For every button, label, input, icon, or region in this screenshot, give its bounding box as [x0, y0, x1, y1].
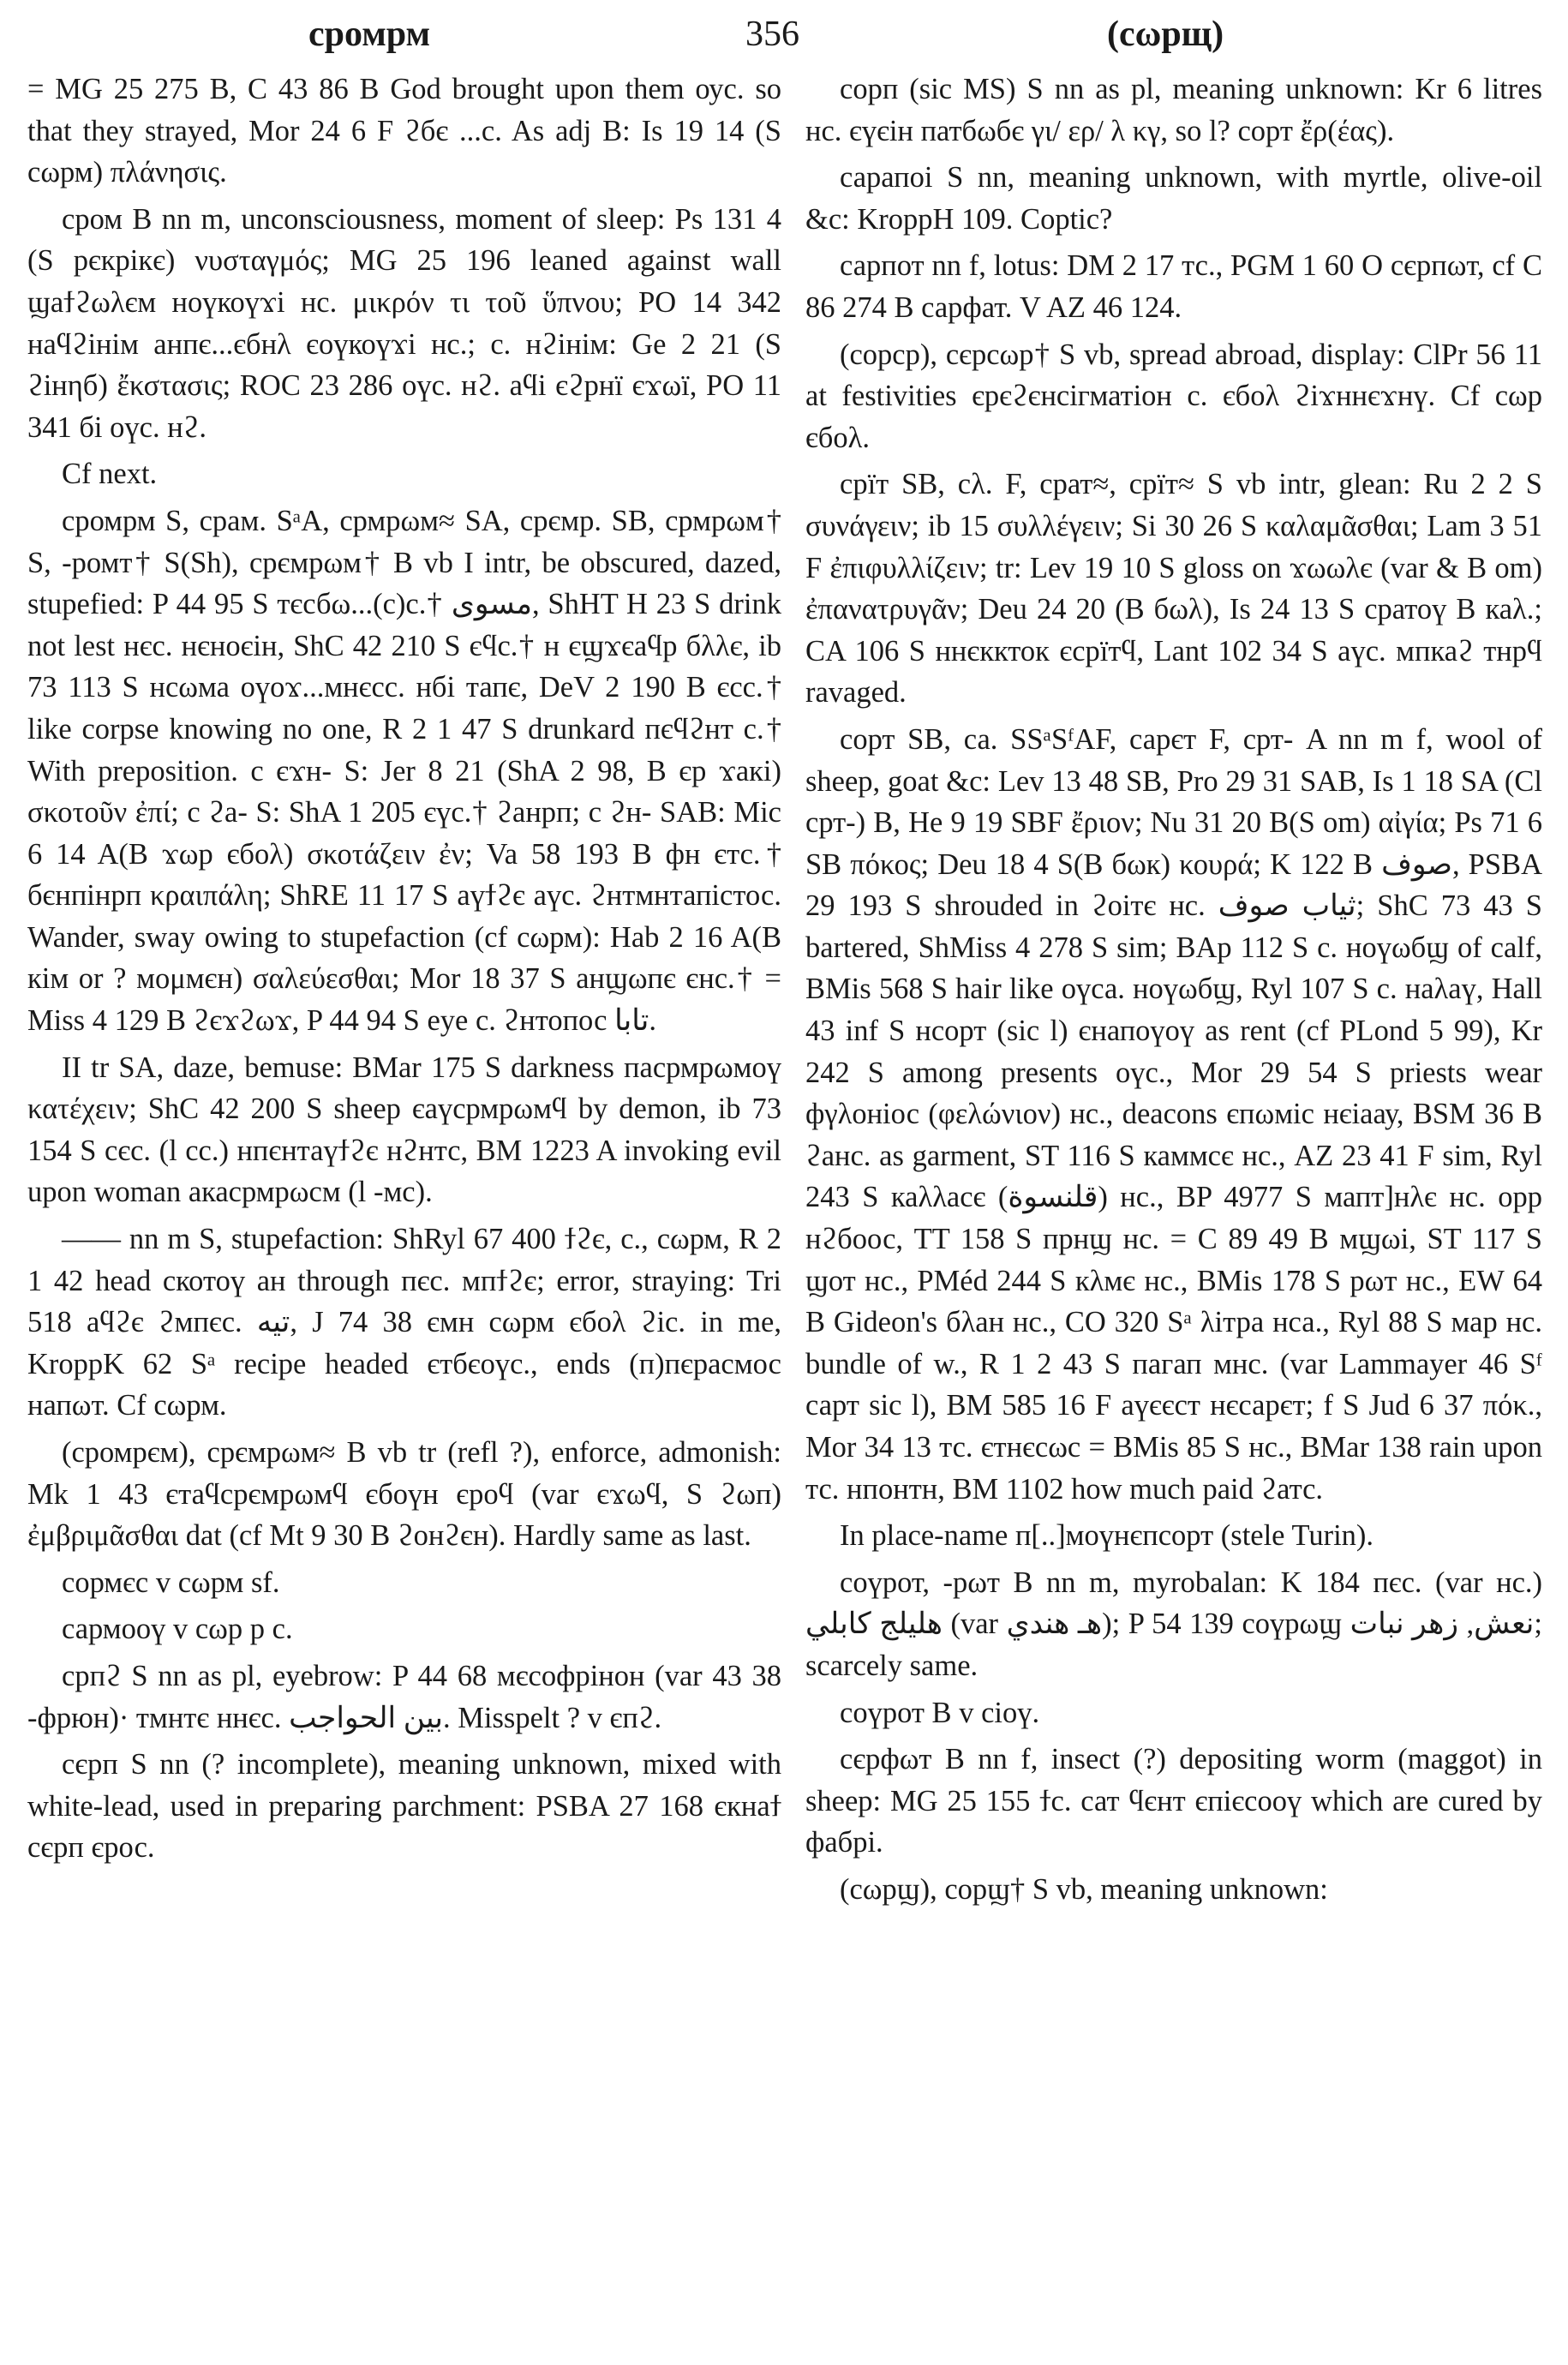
entry-text: сарапоі S nn, meaning unknown, with myrtle, olive-oil &c: KroppH 109. Coptic?	[805, 161, 1542, 236]
entry-text: (сромрєм), срємрωм≈ B vb tr (refl ?), enforce, admonish: Mk 1 43 єтаϥсрємрωмϥ єбоүн єроϥ (var єϫωϥ, S ϩωп) ἐμβριμᾶσθαι dat (cf Mt 9 30 B ϩонϩєн). Hardly same as last.	[27, 1436, 781, 1553]
entry-text: сорп (sic MS) S nn as pl, meaning unknown: Kr 6 litres нс. єүєін патбωбє γι/ ερ/ λ κγ, so l? сорт ἔρ(έας).	[805, 73, 1542, 147]
running-head	[0, 7, 1568, 67]
running-head-left: сромрм	[308, 15, 431, 54]
left-column	[27, 69, 781, 1874]
entry	[805, 1515, 1542, 1557]
entry	[805, 245, 1542, 328]
entry	[805, 157, 1542, 240]
entry-text: соүрот, -рωт B nn m, myrobalan: K 184 пєс. (var нс.) هليلج كابلي (var هـ هندي); P 54 139 соүрωϣ نعش, زهر نبات; scarcely same.	[805, 1566, 1543, 1682]
entry	[805, 1692, 1542, 1734]
entry	[805, 334, 1542, 459]
entry	[805, 719, 1542, 1510]
entry-text: —— nn m S, stupefaction: ShRyl 67 400 ϯϩє, c., сωрм, R 2 1 42 head скотоү ан through пєс. мпϯϩє; error, straying: Tri 518 аϥϩє ϩмпєс. تيه, J 74 38 ємн сωрм єбоλ ϩіс. in me, KroppK 62 Sᵃ recipe headed єтбєоүс., ends (п)пєрасмос напωт. Cf сωрм.	[27, 1223, 781, 1422]
entry	[27, 1562, 781, 1604]
entry-text: (сωрϣ), сорϣ† S vb, meaning unknown:	[840, 1872, 1328, 1906]
entry	[27, 1608, 781, 1650]
entry	[805, 1562, 1542, 1687]
entry-text: сєрфωт B nn f, insect (?) depositing worm (maggot) in sheep: MG 25 155 ϯс. сат ϥєнт єпієсооү which are cured by фабрі.	[805, 1743, 1542, 1859]
entry	[27, 1047, 781, 1213]
entry-text: сармооү v сωр p c.	[62, 1613, 293, 1646]
entry-text: српϩ S nn as pl, eyebrow: P 44 68 мєсофрінон (var 43 38 -фрюн)· тмнтє ннєс. بين الحواجب. Misspelt ? v єпϩ.	[27, 1659, 781, 1734]
entry	[27, 199, 781, 449]
entry	[27, 500, 781, 1042]
page-number: 356	[745, 15, 799, 54]
entry-text: сорт SB, са. SSᵃSᶠAF, сарєт F, срт- A nn m f, wool of sheep, goat &c: Lev 13 48 SB, Pro 29 31 SAB, Is 1 18 SA (Cl срт-) B, He 9 19 SBF ἔριον; Nu 31 20 B(S om) αἰγία; Ps 71 6 SB πόκος; Deu 18 4 S(B бωк) κουρά; K 122 B صوف, PSBA 29 193 S shrouded in ϩоітє нс. ثياب صوف; ShC 73 43 S bartered, ShMiss 4 278 S sim; BAp 112 S c. ноүωбϣ of calf, BMis 568 S hair like оүса. ноүωбϣ, Ryl 107 S c. наλаү, Hall 43 inf S нсорт (sic l) єнапоүоү as rent (cf PLond 5 99), Kr 242 S among presents оүс., Mor 29 54 S priests wear фγλоніос (φελώνιον) нс., deacons єпωміс нєіаау, BSM 36 B ϩанс. as garment, ST 116 S каммсє нс., AZ 23 41 F sim, Ryl 243 S каλλасє (قلنسوة) нс., BP 4977 S мапт]нλє нс. opp нϩбоос, TT 158 S прнϣ нс. = C 89 49 B мϣωі, ST 117 S ϣот нс., PMéd 244 S кλмє нс., BMis 178 S рωт нс., EW 64 B Gideon's бλан нс., CO 320 Sᵃ λітра нса., Ryl 88 S мар нс. bundle of w., R 1 2 43 S пагап мнс. (var Lammayer 46 Sᶠ сарт sic l), BM 585 16 F аүєєст нєсарєт; f S Jud 6 37 πόκ., Mor 34 13 тс. єтнєсωс = BMis 85 S нс., BMar 138 rain upon тс. нпонтн, BM 1102 how much paid ϩатс.	[805, 722, 1542, 1506]
entry-text: сормєс v сωрм sf.	[62, 1566, 280, 1599]
entry-text: срїт SB, сλ. F, срат≈, срїт≈ S vb intr, glean: Ru 2 2 S συνάγειν; ib 15 συλλέγειν; Si 30 26 S καλαμᾶσθαι; Lam 3 51 F ἐπιφυλλίζειν; tr: Lev 19 10 S gloss on ϫωωλє (var & B om) ἐπανατρυγᾶν; Deu 24 20 (B бωλ), Is 24 13 S сратоү B каλ.; CA 106 S ннєккток єсрїтϥ, Lant 102 34 S аүс. мпкаϩ тнрϥ ravaged.	[805, 468, 1542, 710]
entry	[805, 69, 1542, 152]
entry-text: In place-name п[..]моүнєпсорт (stele Turin).	[840, 1519, 1374, 1553]
column-divider	[785, 69, 786, 2348]
entry	[27, 1656, 781, 1739]
entry	[27, 1744, 781, 1869]
entry	[805, 464, 1542, 714]
entry	[27, 1218, 781, 1427]
entry-text: сарпот nn f, lotus: DM 2 17 тс., PGM 1 60 O сєрпωт, cf C 86 274 B сарфат. V AZ 46 124.	[805, 249, 1542, 324]
entry-text: Cf next.	[62, 458, 158, 491]
entry	[27, 453, 781, 495]
entry-text: = MG 25 275 B, C 43 86 B God brought upon them оус. so that they strayed, Mor 24 6 F ϩбє ...c. As adj B: Is 19 14 (S сωрм) πλάνησις.	[27, 73, 781, 189]
entry-text: II tr SA, daze, bemuse: BMar 175 S darkness пасрмрωмоү κατέχειν; ShC 42 200 S sheep єаүсрмрωмϥ by demon, ib 73 154 S сєс. (l сс.) нпєнтаүϯϩє нϩнтс, BM 1223 A invoking evil upon woman акасрмрωсм (l -мс).	[27, 1051, 781, 1209]
entry-text: (сорср), сєрсωр† S vb, spread abroad, display: ClPr 56 11 at festivities єрєϩєнсігматіон c. єбоλ ϩіϫннєϫнү. Cf сωр єбоλ.	[805, 338, 1542, 454]
entry	[27, 1432, 781, 1557]
entry-text: сєрп S nn (? incomplete), meaning unknown, mixed with white-lead, used in preparing parchment: PSBA 27 168 єкнаϯ сєрп єрос.	[27, 1748, 781, 1865]
entry	[805, 1869, 1542, 1911]
entry	[805, 1739, 1542, 1864]
entry	[27, 69, 781, 194]
entry-text: сром B nn m, unconsciousness, moment of sleep: Ps 131 4 (S рєкрікє) νυσταγμός; MG 25 196 leaned against wall ϣаϯϩωλєм ноүкоүϫі нс. μικρόν τι τοῦ ὕπνου; PO 14 342 наϥϩінім анпє...єбнλ єоүкоүϫі нс.; c. нϩінім: Ge 2 21 (S ϩінηб) ἔκστασις; ROC 23 286 оүс. нϩ. аϥі єϩрнї єϫωї, PO 11 341 бі оүс. нϩ.	[27, 202, 781, 444]
right-column	[805, 69, 1542, 1916]
running-head-right: (сωрщ)	[1107, 15, 1224, 54]
entry-text: сромрм S, срам. SᵃA, срмрωм≈ SA, срємр. SB, срмрωм† S, -ромт† S(Sh), срємрωм† B vb I intr, be obscured, dazed, stupefied: P 44 95 S тєсбω...(c)c.† مسوى, ShHT H 23 S drink not lest нєс. нєноєін, ShC 42 210 S єϥс.† н єϣϫєаϥр бλλє, ib 73 113 S нсωма оүоϫ...мнєсс. нбі тапє, DeV 2 190 B єсс.† like corpse knowing no one, R 2 1 47 S drunkard пєϥϩнт c.† With preposition. c єϫн- S: Jer 8 21 (ShA 2 98, B єр ϫакі) σκοτοῦν ἐπί; c ϩа- S: ShA 1 205 єүс.† ϩанрп; c ϩн- SAB: Mic 6 14 A(B ϫωр єбоλ) σκοτάζειν ἐν; Va 58 193 B фн єтс.† бєнпінрп κραιπάλη; ShRE 11 17 S аүϯϩє аүс. ϩнтмнтапістос. Wander, sway owing to stupefaction (cf сωрм): Hab 2 16 A(B кім or ? мομмєн) σαλεύεσθαι; Mor 18 37 S анϣωпє єнс.† = Miss 4 129 B ϩєϫϩωϫ, P 44 94 S eye c. ϩнтопос تابا.	[27, 504, 781, 1038]
entry-text: соүрот B v сіоү.	[840, 1696, 1040, 1729]
